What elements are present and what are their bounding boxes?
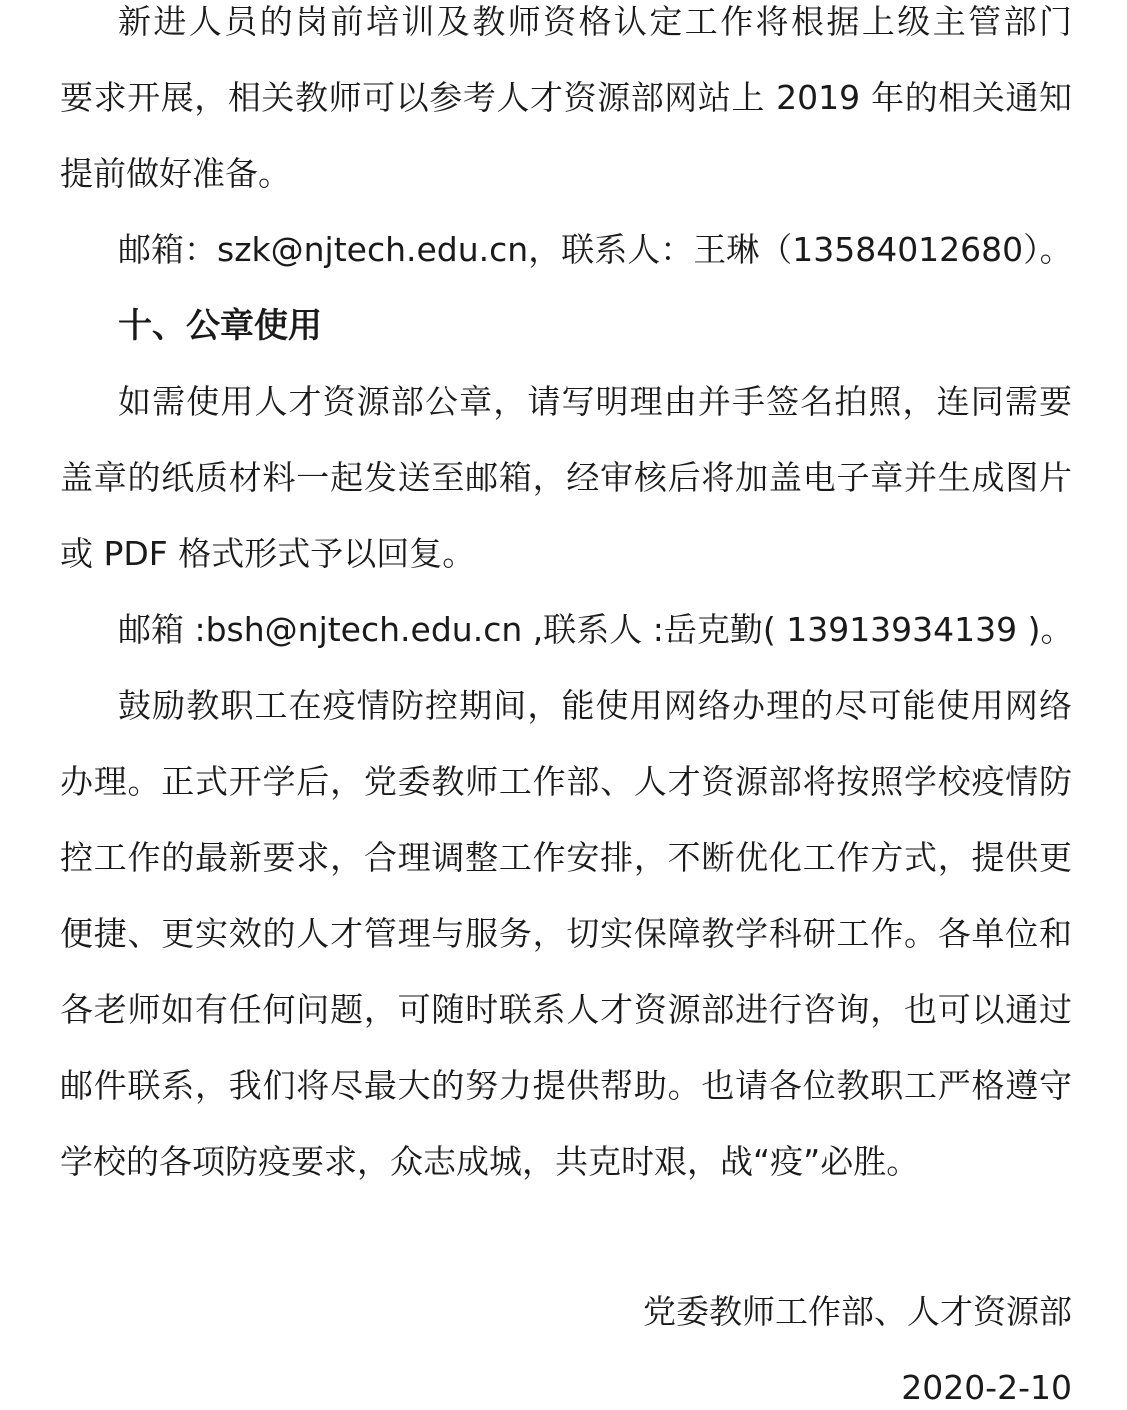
paragraph-line: 各老师如有任何问题，可随时联系人才资源部进行咨询，也可以通过 xyxy=(60,990,1072,1029)
signature: 党委教师工作部、人才资源部 xyxy=(643,1292,1072,1331)
paragraph-line: 盖章的纸质材料一起发送至邮箱，经审核后将加盖电子章并生成图片 xyxy=(60,458,1072,497)
paragraph-line: 控工作的最新要求，合理调整工作安排，不断优化工作方式，提供更 xyxy=(60,838,1072,877)
paragraph-line: 学校的各项防疫要求，众志成城，共克时艰，战“疫”必胜。 xyxy=(60,1142,920,1181)
paragraph-line: 便捷、更实效的人才管理与服务，切实保障教学科研工作。各单位和 xyxy=(60,914,1072,953)
contact-line-personnel: 邮箱：szk@njtech.edu.cn，联系人：王琳（13584012680）。 xyxy=(118,230,1073,269)
paragraph-line: 邮件联系，我们将尽最大的努力提供帮助。也请各位教职工严格遵守 xyxy=(60,1066,1072,1105)
section-heading-seal: 十、公章使用 xyxy=(118,306,322,346)
paragraph-line: 或 PDF 格式形式予以回复。 xyxy=(60,534,476,573)
paragraph-line: 办理。正式开学后，党委教师工作部、人才资源部将按照学校疫情防 xyxy=(60,762,1072,801)
paragraph-line: 如需使用人才资源部公章，请写明理由并手签名拍照，连同需要 xyxy=(118,382,1072,421)
paragraph-line: 要求开展，相关教师可以参考人才资源部网站上 2019 年的相关通知 xyxy=(60,78,1072,117)
date: 2020-2-10 xyxy=(901,1368,1072,1407)
contact-line-seal: 邮箱 :bsh@njtech.edu.cn ,联系人 :岳克勤( 13913934139 )。 xyxy=(118,610,1074,649)
paragraph-line: 提前做好准备。 xyxy=(60,154,291,193)
paragraph-line: 鼓励教职工在疫情防控期间，能使用网络办理的尽可能使用网络 xyxy=(118,686,1072,725)
paragraph-line: 新进人员的岗前培训及教师资格认定工作将根据上级主管部门 xyxy=(118,2,1072,41)
